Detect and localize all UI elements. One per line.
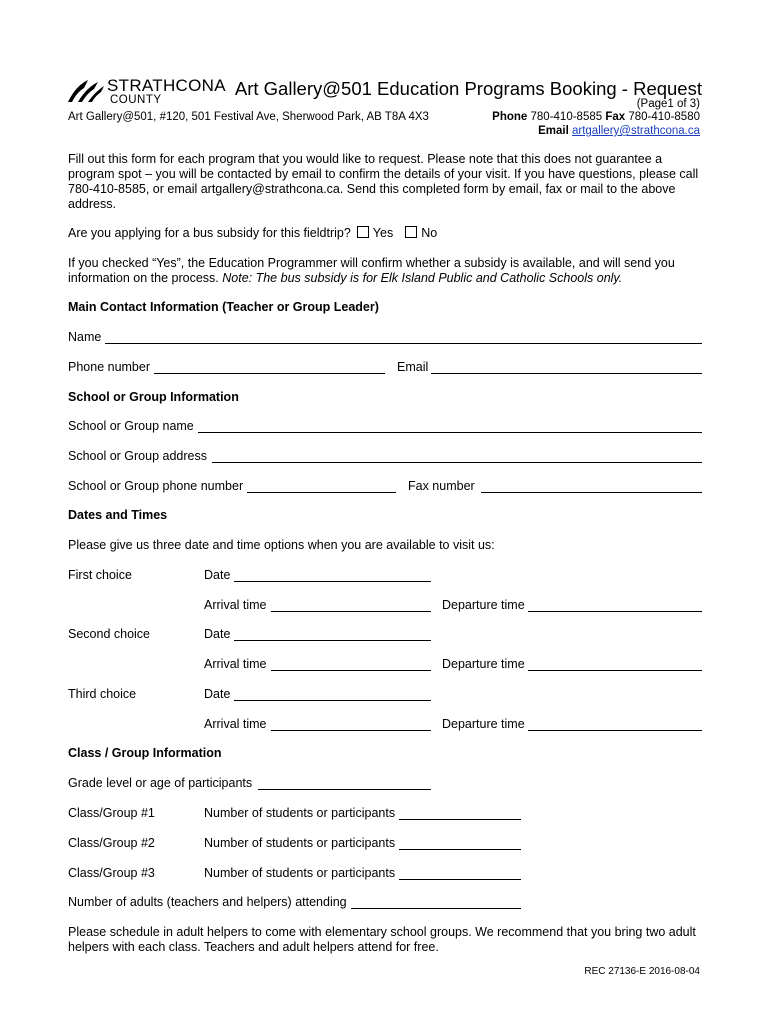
subsidy-no-checkbox[interactable] [405,226,417,238]
subsidy-question: Are you applying for a bus subsidy for this fieldtrip? [68,226,351,240]
logo-text-county: COUNTY [110,94,162,106]
phone-number-field[interactable] [154,373,385,374]
email-label: Email [538,125,569,137]
first-date-field[interactable] [234,581,431,582]
subsidy-no-label: No [421,226,438,240]
second-arrival-label: Arrival time [204,657,267,671]
class-heading: Class / Group Information [68,746,222,760]
third-date-label: Date [204,687,231,701]
second-date-label: Date [204,627,231,641]
grade-label: Grade level or age of participants [68,776,253,790]
logo-text-strathcona: STRATHCONA [107,76,226,95]
first-arrival-label: Arrival time [204,598,267,612]
third-departure-field[interactable] [528,730,702,731]
second-date-field[interactable] [234,640,431,641]
subsidy-yes-checkbox[interactable] [357,226,369,238]
adult-helpers-note: Please schedule in adult helpers to come with elementary school groups. We recommend that you bring two adult helpers with each class. Teachers and adult helpers attend for free. [68,925,696,954]
phone-number-label: Phone number [68,360,151,374]
subsidy-note-text: If you checked “Yes”, the Education Programmer will confirm whether a subsidy is available, and will send you information on the process. [68,256,675,285]
third-arrival-label: Arrival time [204,717,267,731]
group-3-label: Class/Group #3 [68,866,155,880]
group-3-students-field[interactable] [399,879,521,880]
school-name-field[interactable] [198,432,702,433]
contact-phone-fax [492,111,700,123]
first-arrival-field[interactable] [271,611,431,612]
group-1-label: Class/Group #1 [68,806,155,820]
adults-field[interactable] [351,908,521,909]
group-3-students-label: Number of students or participants [204,866,396,880]
email-field[interactable] [431,373,702,374]
strathcona-logo [66,76,106,104]
third-departure-label: Departure time [442,717,525,731]
name-label: Name [68,330,102,344]
group-2-label: Class/Group #2 [68,836,155,850]
page-indicator: (Page1 of 3) [636,98,700,110]
school-phone-label: School or Group phone number [68,479,244,493]
dates-heading: Dates and Times [68,508,168,522]
adults-label: Number of adults (teachers and helpers) attending [68,895,347,909]
email-link[interactable]: artgallery@strathcona.ca [571,125,700,137]
first-departure-label: Departure time [442,598,525,612]
third-date-field[interactable] [234,700,431,701]
first-departure-field[interactable] [528,611,702,612]
contact-email [538,125,700,137]
grade-field[interactable] [258,789,431,790]
third-choice-label: Third choice [68,687,137,701]
form-title: Art Gallery@501 Education Programs Booking - Request [234,78,702,99]
fax-number-field[interactable] [481,492,702,493]
logo-swoosh-icon [66,76,106,104]
school-address-label: School or Group address [68,449,207,463]
second-choice-label: Second choice [68,627,151,641]
fax-number-label: Fax number [408,479,475,493]
form-code: REC 27136-E 2016-08-04 [584,966,700,977]
email-field-label: Email [397,360,429,374]
phone-value: 780-410-8585 [530,111,603,123]
second-departure-field[interactable] [528,670,702,671]
third-arrival-field[interactable] [271,730,431,731]
intro-paragraph: Fill out this form for each program that you would like to request. Please note that this does not guarantee a program spot – you will be contacted by email to confirm the details of your visit. If you have questions, please call 780-410-8585, or email artgallery@strathcona.ca. Send this completed form by email, fax or mail to the above address. [68,152,699,211]
main-contact-heading: Main Contact Information (Teacher or Group Leader) [68,300,379,314]
group-2-students-field[interactable] [399,849,521,850]
first-choice-label: First choice [68,568,132,582]
first-date-label: Date [204,568,231,582]
phone-label: Phone [492,111,528,123]
subsidy-question-row [68,226,437,240]
school-phone-field[interactable] [247,492,396,493]
school-name-label: School or Group name [68,419,194,433]
group-1-students-field[interactable] [399,819,521,820]
second-arrival-field[interactable] [271,670,431,671]
school-address-field[interactable] [212,462,702,463]
subsidy-note [68,256,708,286]
subsidy-yes-label: Yes [372,226,394,240]
gallery-address: Art Gallery@501, #120, 501 Festival Ave, Sherwood Park, AB T8A 4X3 [68,111,429,123]
name-field[interactable] [105,343,702,344]
fax-value: 780-410-8580 [628,111,700,123]
group-2-students-label: Number of students or participants [204,836,396,850]
group-1-students-label: Number of students or participants [204,806,396,820]
dates-instructions: Please give us three date and time options when you are available to visit us: [68,538,495,552]
second-departure-label: Departure time [442,657,525,671]
subsidy-note-italic: Note: The bus subsidy is for Elk Island Public and Catholic Schools only. [222,271,623,285]
school-heading: School or Group Information [68,390,239,404]
fax-label: Fax [605,111,626,123]
